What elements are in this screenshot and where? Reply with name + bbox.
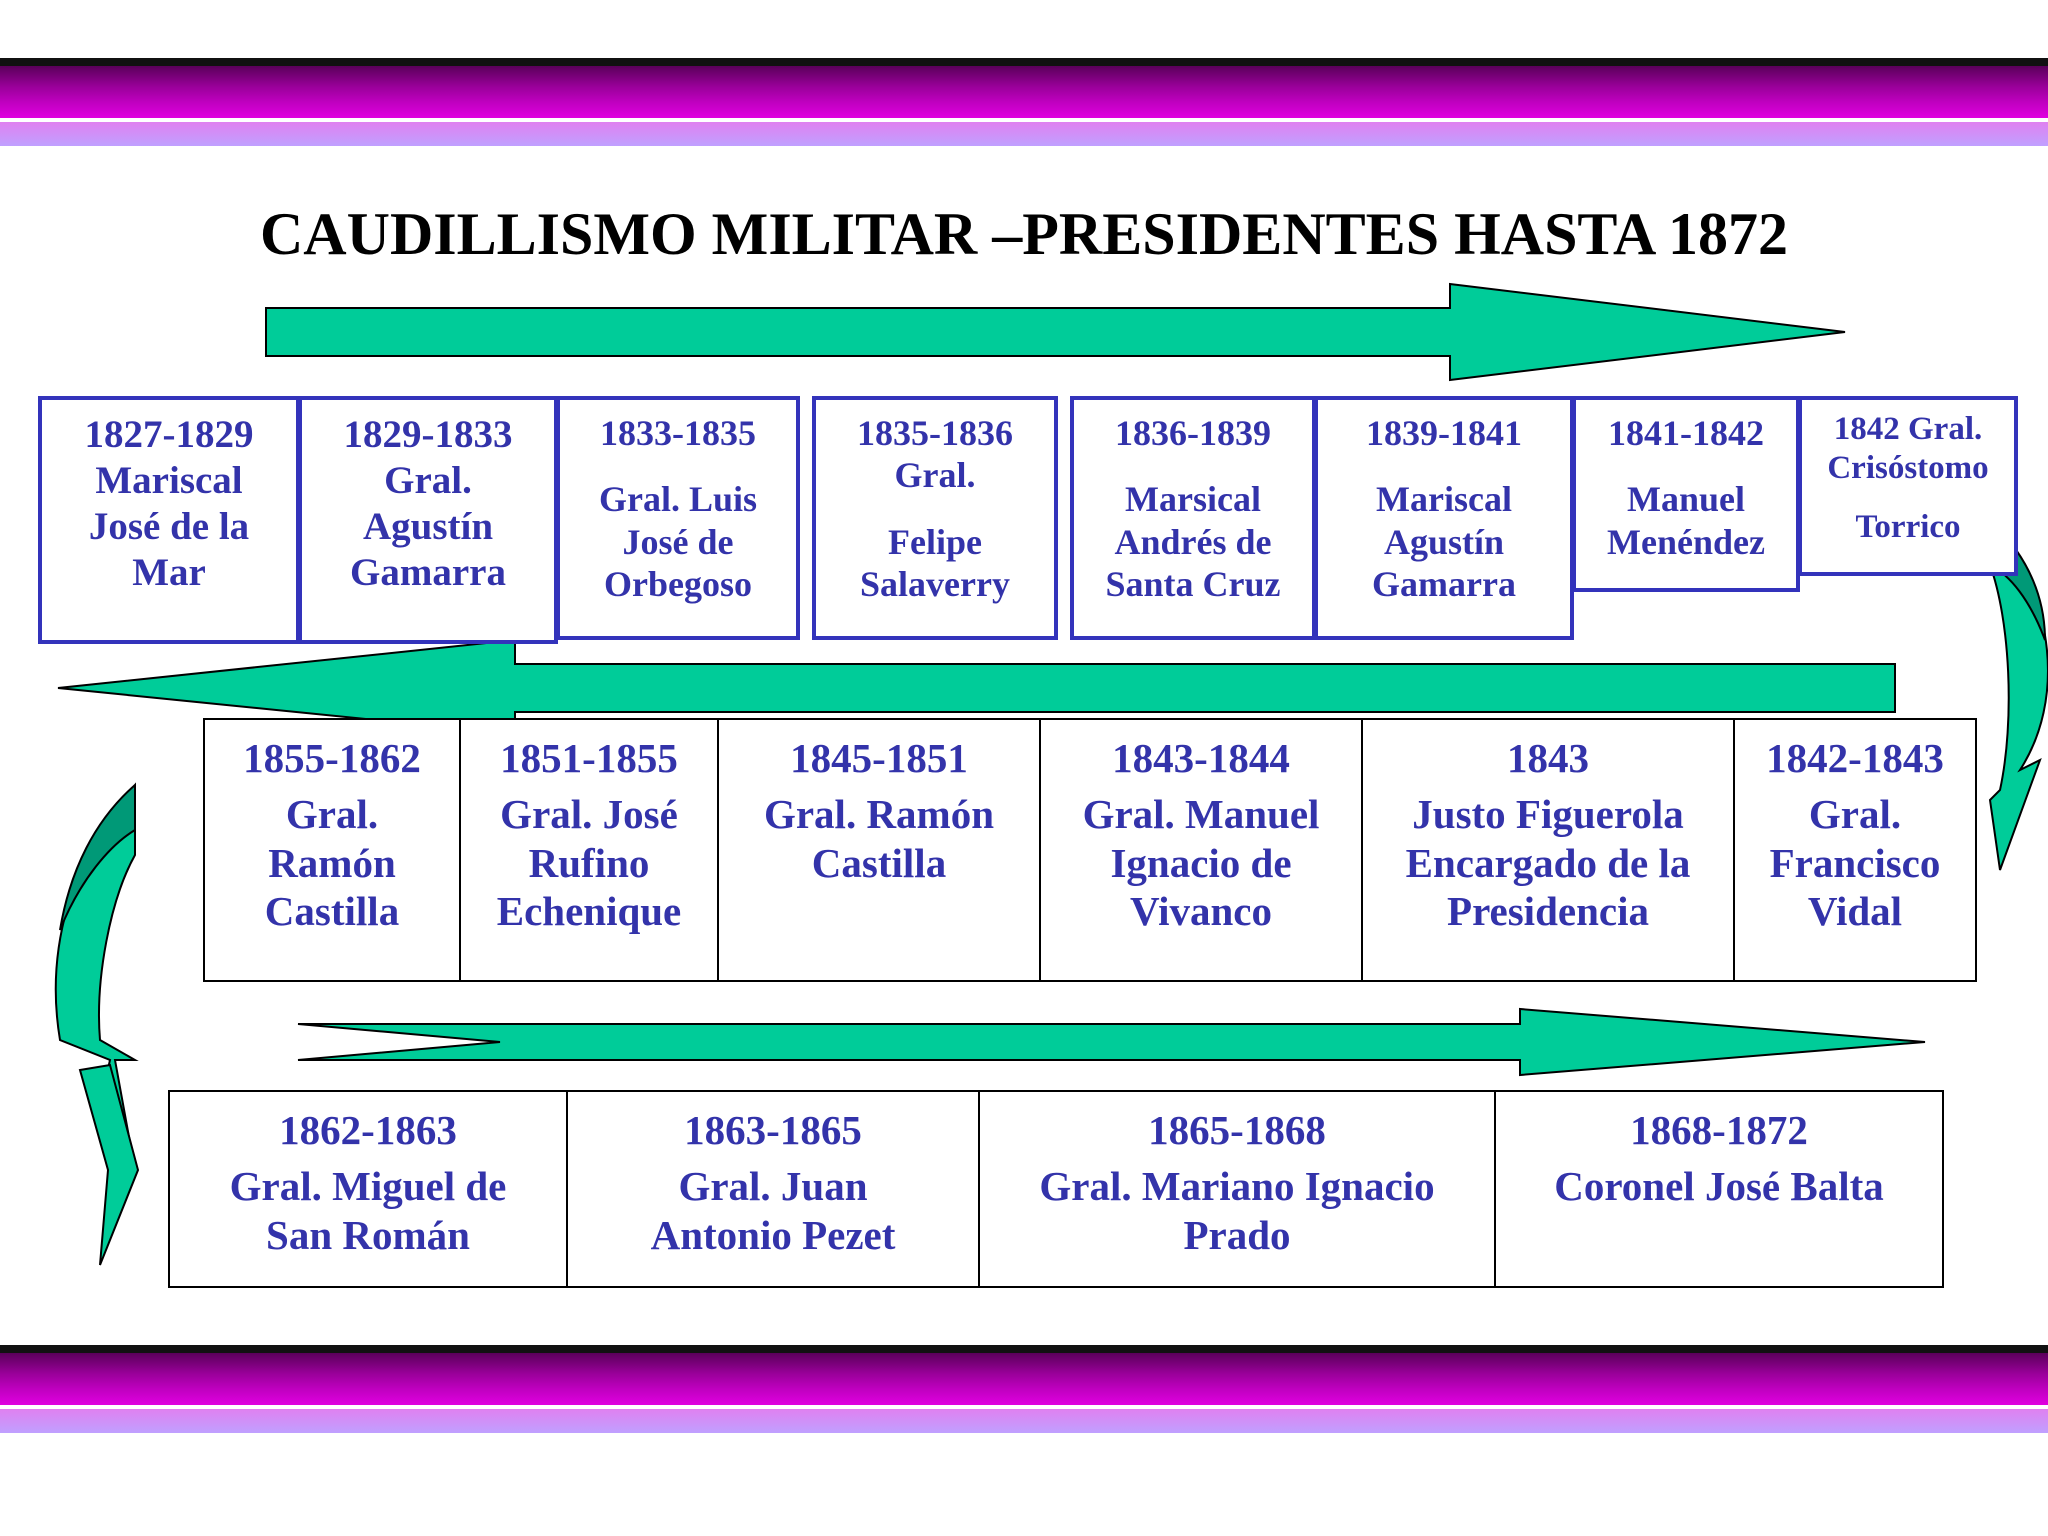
president-box-1827-1829 <box>38 396 300 644</box>
name-line: Vivanco <box>1130 888 1272 935</box>
name-line: Gral. Manuel <box>1082 791 1320 838</box>
years-label: 1835-1836 <box>857 413 1013 453</box>
president-box-1845-1851 <box>717 718 1041 982</box>
president-box-1842-1843 <box>1733 718 1977 982</box>
name-line: Mariscal <box>95 459 243 503</box>
name-line: Gral. <box>285 791 379 838</box>
curved-arrow-left-head <box>80 1065 138 1265</box>
years-label: 1829-1833 <box>343 413 513 456</box>
years-label: 1836-1839 <box>1115 413 1271 453</box>
name-line: Vidal <box>1807 888 1903 935</box>
name-line: Gamarra <box>350 551 506 595</box>
years-label: 1839-1841 <box>1366 413 1522 453</box>
name-line: Gamarra <box>1372 564 1516 605</box>
name-line: Felipe <box>888 521 982 562</box>
president-box-1836-1839 <box>1070 396 1316 640</box>
president-box-1843-figuerola <box>1361 718 1735 982</box>
name-line: Ramón <box>268 839 396 886</box>
president-box-1868-1872 <box>1494 1090 1944 1288</box>
years-label: 1841-1842 <box>1608 413 1764 453</box>
name-line: Mar <box>132 551 206 595</box>
name-line: Encargado de la <box>1405 839 1691 886</box>
years-label: 1833-1835 <box>600 413 756 453</box>
name-line: Marsical <box>1125 479 1261 520</box>
years-label: 1865-1868 <box>1148 1107 1326 1153</box>
name-line: Castilla <box>264 888 400 935</box>
name-line: Manuel <box>1626 479 1745 520</box>
name-line: Andrés de <box>1114 521 1272 562</box>
years-label: 1843-1844 <box>1112 735 1290 781</box>
name-line: Menéndez <box>1607 521 1765 562</box>
name-line: Echenique <box>496 888 682 935</box>
president-box-1835-1836 <box>812 396 1058 640</box>
arrow-right-top <box>266 284 1845 380</box>
years-label: 1842-1843 <box>1766 735 1944 781</box>
name-line: Mariscal <box>1376 479 1512 520</box>
name-line: Gral. <box>384 459 472 503</box>
president-box-1865-1868 <box>978 1090 1496 1288</box>
name-line: Francisco <box>1769 839 1941 886</box>
name-line: Antonio Pezet <box>650 1211 896 1258</box>
name-line: Gral. <box>1808 791 1902 838</box>
name-line: Prado <box>1183 1211 1291 1258</box>
name-line: José de <box>622 521 734 562</box>
years-label: 1827-1829 <box>84 413 254 456</box>
name-line: Gral. <box>894 455 976 496</box>
president-box-1841-1842 <box>1572 396 1800 592</box>
name-line: Crisóstomo <box>1827 449 1989 486</box>
name-line: José de la <box>88 505 250 549</box>
name-line: Coronel José Balta <box>1554 1163 1884 1210</box>
president-box-1863-1865 <box>566 1090 980 1288</box>
name-line: Justo Figuerola <box>1412 791 1684 838</box>
name-line: Santa Cruz <box>1105 564 1281 605</box>
president-box-1842-torrico <box>1798 396 2018 576</box>
president-box-1862-1863 <box>168 1090 568 1288</box>
president-box-1829-1833 <box>298 396 558 644</box>
president-box-1843-1844 <box>1039 718 1363 982</box>
president-box-1855-1862 <box>203 718 461 982</box>
years-label: 1868-1872 <box>1630 1107 1808 1153</box>
name-line: Gral. José <box>500 791 678 838</box>
president-box-1833-1835 <box>556 396 800 640</box>
name-line: Rufino <box>528 839 650 886</box>
years-label: 1851-1855 <box>500 735 678 781</box>
president-box-1851-1855 <box>459 718 719 982</box>
page-title: CAUDILLISMO MILITAR –PRESIDENTES HASTA 1872 <box>259 201 1789 267</box>
name-line: Presidencia <box>1447 888 1649 935</box>
name-line: Ignacio de <box>1110 839 1292 886</box>
name-line: Castilla <box>811 839 947 886</box>
years-label: 1843 <box>1507 735 1589 781</box>
name-line: Orbegoso <box>604 564 752 605</box>
years-label: 1842 Gral. <box>1833 411 1983 447</box>
name-line: Gral. Ramón <box>763 791 995 838</box>
name-line: Salaverry <box>860 564 1010 605</box>
years-label: 1862-1863 <box>279 1107 457 1153</box>
years-label: 1855-1862 <box>243 735 421 781</box>
arrow-right-bottom <box>298 1009 1925 1075</box>
name-line: Gral. Miguel de <box>229 1163 507 1210</box>
years-label: 1845-1851 <box>790 735 968 781</box>
name-line: Gral. Mariano Ignacio <box>1039 1163 1435 1210</box>
name-line: Gral. Juan <box>678 1163 868 1210</box>
name-line: Gral. Luis <box>598 479 758 520</box>
name-line: Torrico <box>1855 508 1961 545</box>
name-line: Agustín <box>362 505 494 549</box>
president-box-1839-1841 <box>1314 396 1574 640</box>
name-line: Agustín <box>1383 521 1505 562</box>
years-label: 1863-1865 <box>684 1107 862 1153</box>
name-line: San Román <box>266 1211 470 1258</box>
